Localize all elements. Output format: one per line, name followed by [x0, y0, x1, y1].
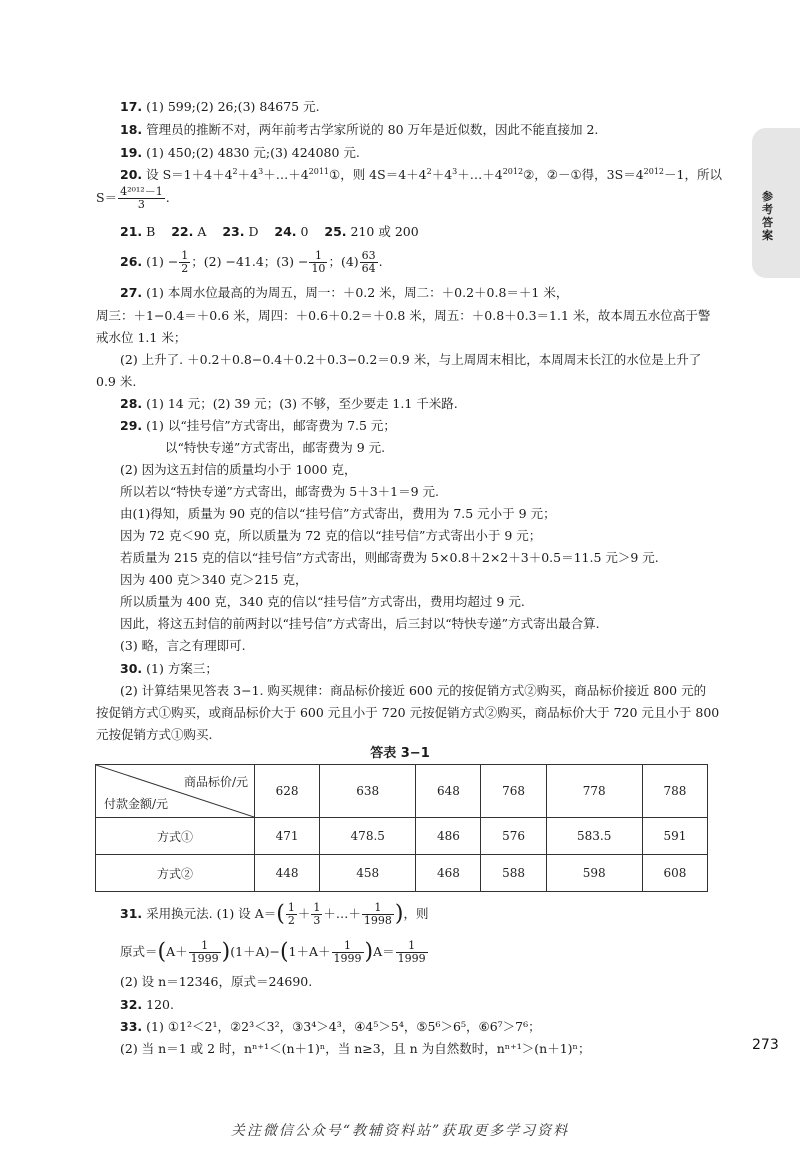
answer-number: 17. [120, 99, 143, 114]
answer-32 [120, 997, 174, 1013]
page-number: 273 [752, 1037, 779, 1053]
denominator: 1998 [363, 914, 392, 927]
exponent: 2012 [502, 166, 524, 176]
answer-29-line-8: 因为 400 克＞340 克＞215 克， [120, 572, 308, 587]
text-segment: ；(2) −41.4；(3) − [191, 254, 309, 269]
denominator: 2 [181, 262, 189, 275]
numerator: 63 [361, 249, 376, 262]
text-segment: －1，所以 [664, 167, 722, 182]
exponent: 2 [232, 166, 238, 176]
answer-27-line-1 [120, 285, 568, 301]
denominator: 2 [287, 914, 295, 927]
exponent: 2 [426, 166, 432, 176]
answer-text: 管理员的推断不对，两年前考古学家所说的 80 万年是近似数，因此不能直接加 2. [146, 122, 599, 137]
answer-number: 21. [120, 224, 143, 239]
answer-number: 30. [120, 661, 143, 676]
answer-27-line-5: 0.9 米. [96, 374, 137, 389]
denominator: 10 [311, 262, 326, 275]
text-segment: (1) − [146, 254, 179, 269]
exponent: 2011 [308, 166, 329, 176]
answer-29-line-11: (3) 略，言之有理即可. [120, 638, 246, 653]
text-segment: 1＋A＋ [288, 944, 331, 959]
answer-text: (1) ①1²＜2¹，②2³＜3²，③3⁴＞4³，④4⁵＞5⁴，⑤5⁶＞6⁵，⑥6⁷＞7⁶； [146, 1019, 541, 1034]
text-segment: ①，则 4S＝4＋4 [329, 167, 427, 182]
answer-number: 18. [120, 122, 143, 137]
text-segment: ＋…＋4 [457, 167, 503, 182]
numerator: 1 [396, 940, 428, 953]
answer-29-line-4: 所以若以“特快专递”方式寄出，邮寄费为 5＋3＋1＝9 元. [120, 484, 440, 499]
answer-number: 22. [171, 224, 194, 239]
text-segment: A＋ [166, 944, 188, 959]
side-tab [752, 128, 800, 278]
text-segment: 设 S＝1＋4＋4 [146, 167, 233, 182]
fraction [118, 186, 165, 211]
answer-27-line-4: (2) 上升了. ＋0.2＋0.8−0.4＋0.2＋0.3−0.2＝0.9 米，与上周周末相比，本周周末长江的水位是上升了 [120, 352, 702, 367]
answer-29-line-7: 若质量为 215 克的信以“挂号信”方式寄出，则邮寄费为 5×0.8＋2×2＋3＋0.5＝11.5 元＞9 元. [120, 550, 659, 565]
answer-number: 24. [274, 224, 297, 239]
fraction [396, 940, 428, 965]
answer-number: 20. [120, 167, 143, 182]
table-row [96, 855, 708, 892]
answer-text: 0 [300, 224, 309, 239]
denominator: 3 [313, 914, 321, 927]
numerator: 1 [189, 940, 221, 953]
answer-number: 33. [120, 1019, 143, 1034]
answer-20-line-2 [96, 186, 170, 211]
answer-number: 31. [120, 906, 143, 921]
row-label: 方式① [96, 818, 255, 855]
text-segment: 原式＝ [120, 944, 158, 959]
price-cell: 648 [416, 765, 481, 818]
table-title: 答表 3−1 [370, 746, 430, 761]
fraction [360, 250, 378, 275]
answer-text: (1) 本周水位最高的为周五，周一：＋0.2 米，周二：＋0.2＋0.8＝＋1 米， [146, 285, 569, 300]
text-segment: ＋ [297, 906, 311, 921]
answer-26 [120, 250, 383, 275]
answer-table [95, 764, 708, 892]
table-cell: 478.5 [320, 818, 416, 855]
answer-31-line-3: (2) 设 n＝12346，原式＝24690. [120, 974, 313, 989]
denominator: 64 [361, 262, 376, 275]
exponent: 3 [258, 166, 264, 176]
answer-30-line-1 [120, 661, 218, 677]
fraction [332, 940, 364, 965]
denominator: 1999 [190, 952, 219, 965]
answer-number: 27. [120, 285, 143, 300]
answer-27-line-3: 戒水位 1.1 米； [96, 330, 187, 345]
text-segment: ＋…＋ [323, 906, 361, 921]
answer-18 [120, 122, 598, 138]
answer-33-line-1 [120, 1019, 541, 1035]
answer-text: 120. [146, 997, 174, 1012]
answer-29-line-6: 因为 72 克＜90 克，所以质量为 72 克的信以“挂号信”方式寄出小于 9 元； [120, 528, 542, 543]
text-segment: (1＋A)− [230, 944, 280, 959]
answer-number: 29. [120, 418, 143, 433]
answer-text: (1) 方案三； [146, 661, 218, 676]
table-header-row [96, 765, 708, 818]
answer-20-line-1 [120, 167, 722, 183]
answer-30-line-4: 元按促销方式①购买. [96, 727, 213, 742]
answer-29-line-3: (2) 因为这五封信的质量均小于 1000 克， [120, 462, 357, 477]
text-segment: 采用换元法. (1) 设 A＝ [146, 906, 277, 921]
answer-30-line-3: 按促销方式①购买，或商品标价大于 600 元且小于 720 元按促销方式②购买，商品标价大于 720 元且小于 800 [96, 705, 720, 720]
numerator: 1 [313, 901, 321, 914]
answer-30-line-2: (2) 计算结果见答表 3−1. 购买规律：商品标价接近 600 元的按促销方式②购买，商品标价接近 800 元的 [120, 683, 707, 698]
text-segment: ＋4 [237, 167, 259, 182]
answer-text: (1) 以“挂号信”方式寄出，邮寄费为 7.5 元； [146, 418, 396, 433]
fraction [362, 902, 394, 927]
price-cell: 788 [642, 765, 707, 818]
answer-text: (1) 450;(2) 4830 元;(3) 424080 元. [146, 145, 360, 160]
header-payment-label: 付款金额/元 [104, 797, 169, 811]
table-cell: 486 [416, 818, 481, 855]
answer-28 [120, 396, 458, 412]
text-segment: S＝ [96, 190, 118, 205]
answer-number: 32. [120, 997, 143, 1012]
text-segment: ；(4) [328, 254, 359, 269]
fraction [189, 940, 221, 965]
price-cell: 768 [481, 765, 546, 818]
footer-note: 关注微信公众号“教辅资料站”获取更多学习资料 [230, 1123, 570, 1139]
numerator: 1 [309, 250, 327, 263]
numerator: 1 [287, 901, 295, 914]
text-segment: ，则 [403, 906, 429, 921]
fraction [179, 250, 190, 275]
text-segment: ②，②－①得，3S＝4 [523, 167, 644, 182]
answer-text: D [248, 224, 259, 239]
side-tab-label: 参考答案 [762, 190, 773, 242]
text-segment: . [165, 190, 170, 205]
table-row [96, 818, 708, 855]
table-cell: 468 [416, 855, 481, 892]
table-cell: 583.5 [546, 818, 642, 855]
answer-number: 25. [324, 224, 347, 239]
answer-number: 26. [120, 254, 143, 269]
answer-29-line-2: 以“特快专递”方式寄出，邮寄费为 9 元. [165, 440, 386, 455]
answer-number: 23. [222, 224, 245, 239]
table-cell: 608 [642, 855, 707, 892]
answer-text: A [197, 224, 207, 239]
numerator: 1 [181, 249, 189, 262]
answer-33-line-2: (2) 当 n＝1 或 2 时，nⁿ⁺¹＜(n＋1)ⁿ，当 n≥3，且 n 为自然数时，nⁿ⁺¹＞(n＋1)ⁿ； [120, 1041, 591, 1056]
table-cell: 448 [255, 855, 320, 892]
answer-number: 28. [120, 396, 143, 411]
table-cell: 576 [481, 818, 546, 855]
answer-number: 19. [120, 145, 143, 160]
price-cell: 638 [320, 765, 416, 818]
table-cell: 458 [320, 855, 416, 892]
answer-text: (1) 14 元；(2) 39 元；(3) 不够，至少要走 1.1 千米路. [146, 396, 458, 411]
answers-21-25 [120, 224, 419, 240]
answer-31-line-2: 原式＝(A＋ $\frac{1}{1999}$ )(1＋A)−(1＋A＋ $\frac{1}{1999}$ )A＝ $\frac{1}{1999}$ [120, 939, 426, 965]
answer-27-line-2: 周三：＋1−0.4＝＋0.6 米，周四：＋0.6＋0.2＝＋0.8 米，周五：＋0.8＋0.3＝1.1 米，故本周五水位高于警 [96, 308, 711, 323]
table-cell: 471 [255, 818, 320, 855]
answer-29-line-9: 所以质量为 400 克，340 克的信以“挂号信”方式寄出，费用均超过 9 元. [120, 594, 525, 609]
fraction [286, 902, 297, 927]
fraction [309, 250, 327, 275]
text-segment: A＝ [373, 944, 395, 959]
price-cell: 628 [255, 765, 320, 818]
denominator: 1999 [397, 952, 426, 965]
table-cell: 598 [546, 855, 642, 892]
answer-29-line-10: 因此，将这五封信的前两封以“挂号信”方式寄出，后三封以“特快专递”方式寄出最合算. [120, 616, 600, 631]
text-segment: ＋…＋4 [263, 167, 309, 182]
answer-29-line-5: 由(1)得知，质量为 90 克的信以“挂号信”方式寄出，费用为 7.5 元小于 9 元； [120, 506, 556, 521]
table-cell: 591 [642, 818, 707, 855]
denominator: 3 [137, 198, 145, 211]
answer-text: (1) 599;(2) 26;(3) 84675 元. [146, 99, 320, 114]
denominator: 1999 [333, 952, 362, 965]
text-segment: ＋4 [431, 167, 453, 182]
numerator: 1 [362, 902, 394, 915]
answer-17 [120, 99, 320, 115]
exponent: 2012 [643, 166, 665, 176]
answer-text: 210 或 200 [350, 224, 419, 239]
answer-text: B [146, 224, 156, 239]
diagonal-header-cell [96, 765, 255, 818]
text-segment: . [378, 254, 383, 269]
answer-29-line-1 [120, 418, 396, 434]
numerator: 4²⁰¹²－1 [120, 185, 163, 198]
row-label: 方式② [96, 855, 255, 892]
price-cell: 778 [546, 765, 642, 818]
exponent: 3 [452, 166, 458, 176]
fraction [311, 902, 322, 927]
header-price-label: 商品标价/元 [183, 775, 248, 789]
table-cell: 588 [481, 855, 546, 892]
numerator: 1 [332, 940, 364, 953]
answer-19 [120, 145, 360, 161]
answer-31-line-1: 31. 采用换元法. (1) 设 A＝( $\frac{1}{2}$ ＋ $\frac{1}{3}$ ＋…＋ $\frac{1}{1998}$ )，则 [120, 901, 429, 927]
